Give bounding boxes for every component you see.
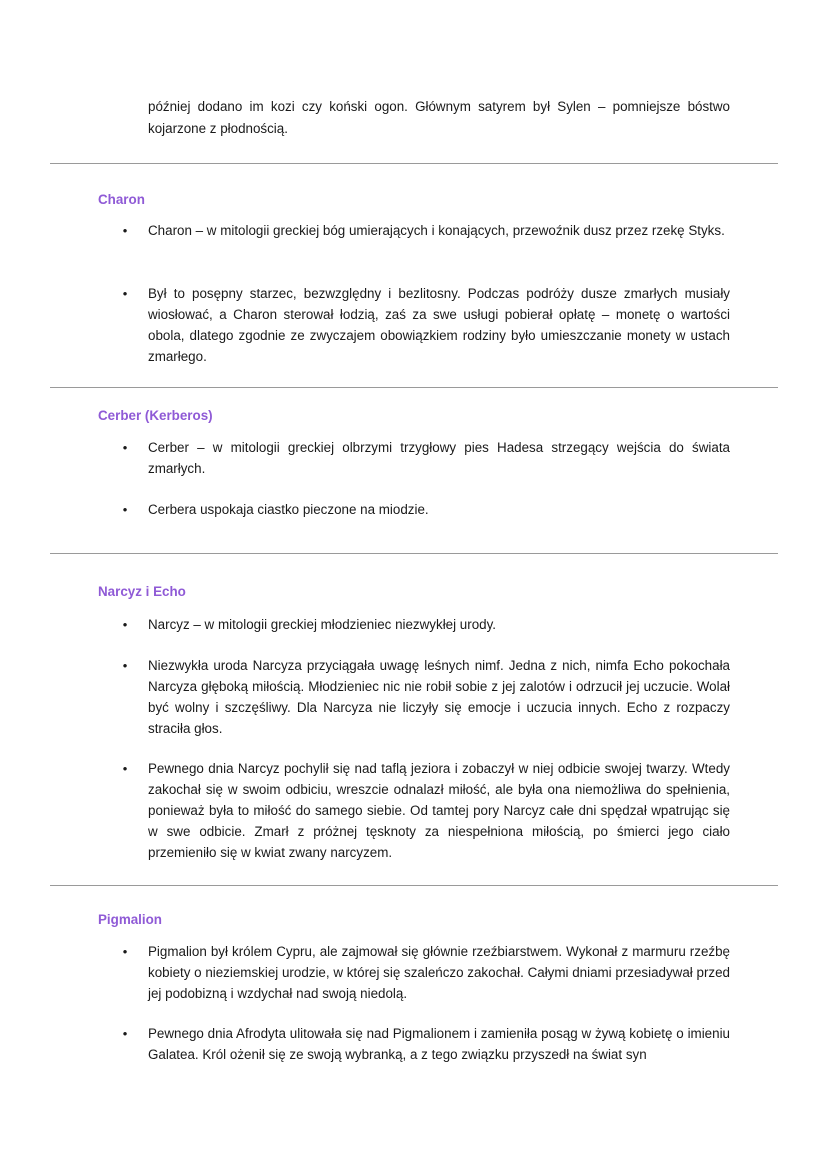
list-item (122, 220, 730, 241)
list-item (122, 941, 730, 1004)
list-item (122, 499, 730, 520)
list-item-text: Niezwykła uroda Narcyza przyciągała uwagę leśnych nimf. Jedna z nich, nimfa Echo pokochała Narcyza głęboką miłością. Młodzieniec nic nie robił sobie z jej zalotów i odrzucił jej uczucie. Wolał być wolny i szczęśliwy. Dla Narcyza nie liczyły się emocje i uczucia innych. Echo z rozpaczy straciła głos. (148, 658, 730, 736)
bullet-icon: • (122, 223, 128, 238)
list-item-text: Charon – w mitologii greckiej bóg umierających i konających, przewoźnik dusz przez rzekę Styks. (148, 223, 725, 238)
list-item-text: Cerber – w mitologii greckiej olbrzymi trzygłowy pies Hadesa strzegący wejścia do świata zmarłych. (148, 440, 730, 476)
list-item-text: Był to posępny starzec, bezwzględny i bezlitosny. Podczas podróży dusze zmarłych musiały wiosłować, a Charon sterował łodzią, zaś za swe usługi pobierał opłatę – monetę o wartości obola, dlatego zgodnie ze zwyczajem obowiązkiem rodziny było umieszczanie monety w ustach zmarłego. (148, 286, 730, 364)
list-item-text: Pewnego dnia Afrodyta ulitowała się nad Pigmalionem i zamieniła posąg w żywą kobietę o imieniu Galatea. Król ożenił się ze swoją wybranką, a z tego związku przyszedł na świat syn (148, 1026, 730, 1062)
bullet-icon: • (122, 1026, 128, 1041)
section-divider (50, 163, 778, 164)
list-item (122, 758, 730, 863)
section-heading-charon: Charon (98, 192, 145, 207)
bullet-icon: • (122, 502, 128, 517)
section-divider (50, 553, 778, 554)
bullet-icon: • (122, 286, 128, 301)
section-heading-pigmalion: Pigmalion (98, 912, 162, 927)
intro-paragraph: później dodano im kozi czy koński ogon. Głównym satyrem był Sylen – pomniejsze bóstwo kojarzone z płodnością. (148, 99, 730, 136)
bullet-icon: • (122, 658, 128, 673)
list-item-text: Pigmalion był królem Cypru, ale zajmował się głównie rzeźbiarstwem. Wykonał z marmuru rzeźbę kobiety o nieziemskiej urodzie, w której się szaleńczo zakochał. Całymi dniami przesiadywał przed jej podobizną i wzdychał nad swoją niedolą. (148, 944, 730, 1001)
bullet-icon: • (122, 761, 128, 776)
list-item (122, 614, 730, 635)
list-item (122, 655, 730, 739)
list-item-text: Narcyz – w mitologii greckiej młodzieniec niezwykłej urody. (148, 617, 497, 632)
section-heading-narcyz: Narcyz i Echo (98, 584, 186, 599)
list-item-text: Cerbera uspokaja ciastko pieczone na miodzie. (148, 502, 429, 517)
bullet-icon: • (122, 944, 128, 959)
bullet-icon: • (122, 440, 128, 455)
list-item (122, 1023, 730, 1065)
section-divider (50, 387, 778, 388)
list-item (122, 437, 730, 479)
section-divider (50, 885, 778, 886)
list-item-text: Pewnego dnia Narcyz pochylił się nad taflą jeziora i zobaczył w niej odbicie swojej twarzy. Wtedy zakochał się w swoim odbiciu, wreszcie odnalazł miłość, ale była ona niemożliwa do spełnienia, ponieważ była to miłość do samego siebie. Od tamtej pory Narcyz całe dni spędzał wpatrując się w swe odbicie. Zmarł z próżnej tęsknoty za niespełniona miłością, po śmierci jego ciało przemieniło się w kwiat zwany narcyzem. (148, 761, 730, 860)
list-item (122, 283, 730, 367)
section-heading-cerber: Cerber (Kerberos) (98, 408, 213, 423)
bullet-icon: • (122, 617, 128, 632)
